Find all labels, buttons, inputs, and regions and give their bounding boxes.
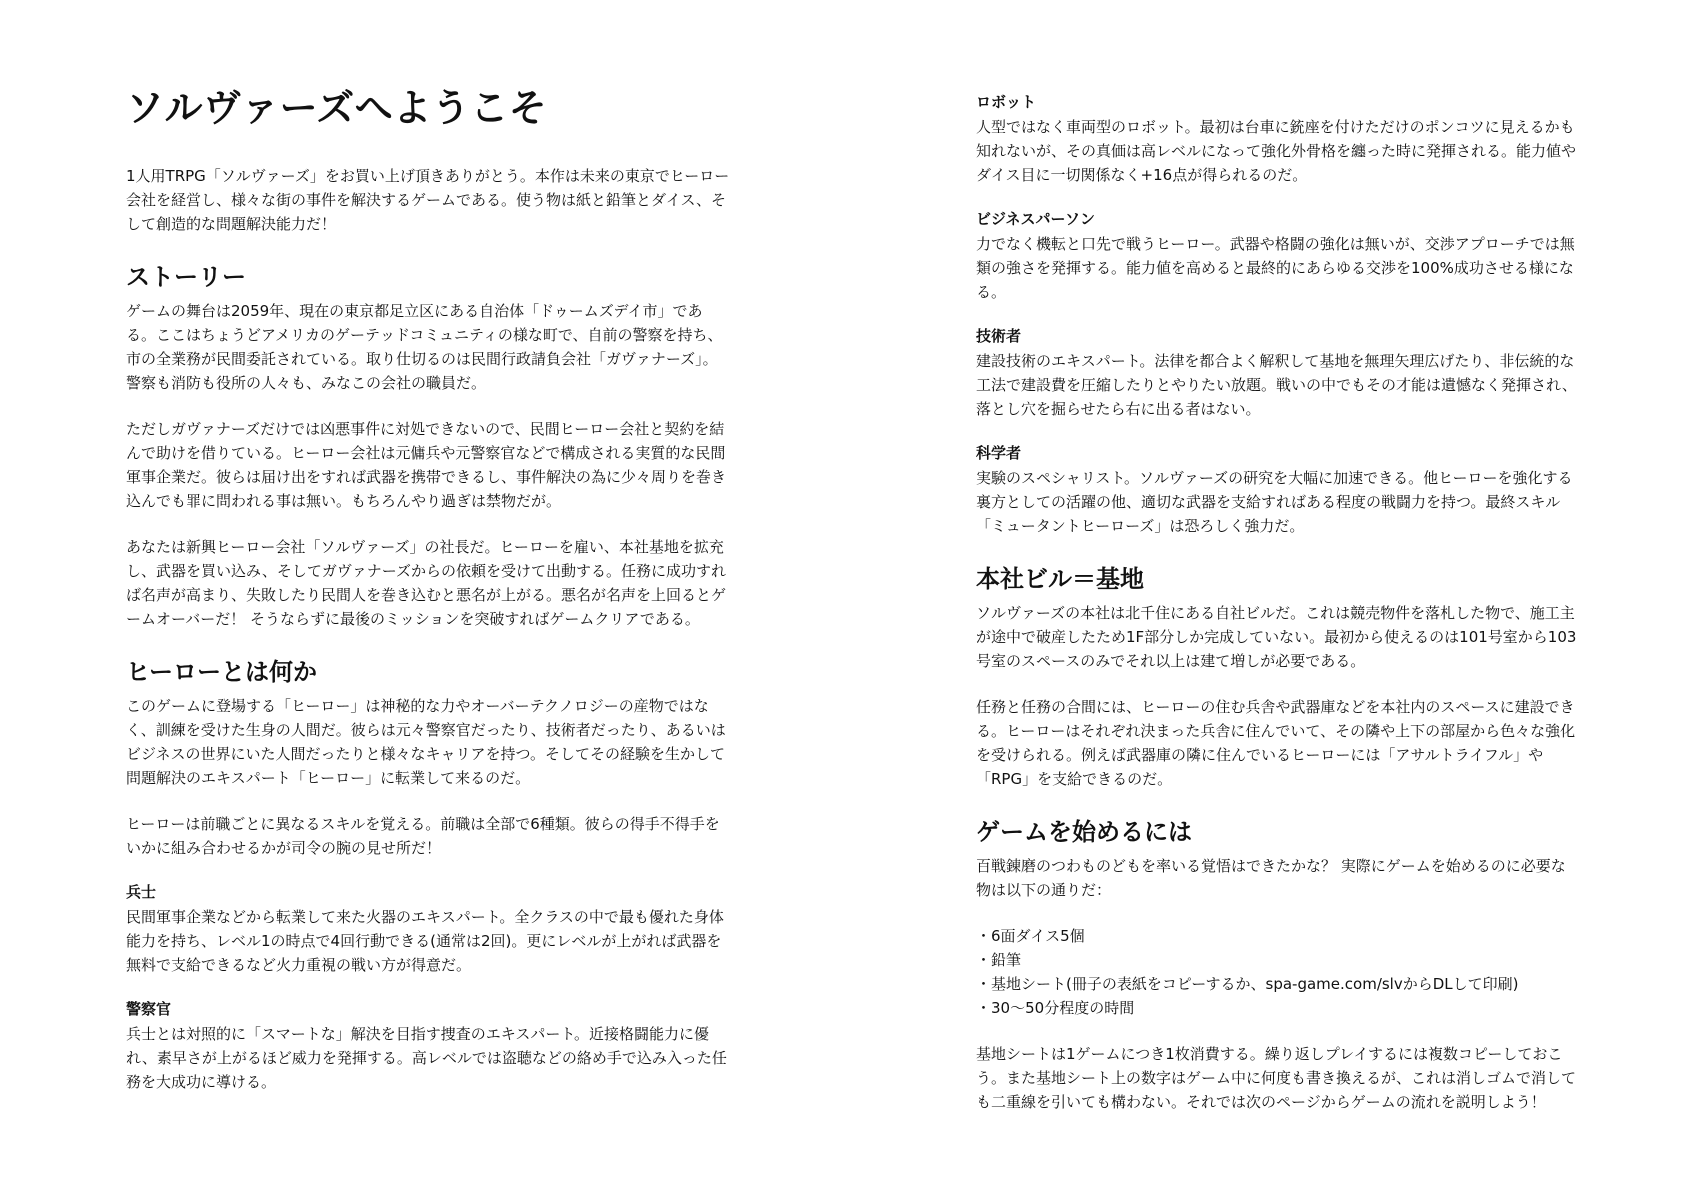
- list-item: ・ 30〜50分程度の時間: [976, 996, 1580, 1020]
- start-paragraph-2: 基地シートは1ゲームにつき1枚消費する。繰り返しプレイするには複数コピーしておこう。また基地シート上の数字はゲーム中に何度も書き換えるが、これは消しゴムで消しても二重線を引いても構わない。それでは次のページからゲームの流れを説明しよう！: [976, 1045, 1577, 1112]
- requirements-list: [976, 924, 1580, 1020]
- intro-paragraph: 1人用TRPG「ソルヴァーズ」をお買い上げ頂きありがとう。本作は未来の東京でヒーロー会社を経営し、様々な街の事件を解決するゲームである。使う物は紙と鉛筆とダイス、そして創造的な問題解決能力だ！: [126, 166, 730, 233]
- base-paragraph-2: 任務と任務の合間には、ヒーローの住む兵舎や武器庫などを本社内のスペースに建設できる。ヒーローはそれぞれ決まった兵舎に住んでいて、その隣や上下の部屋から色々な強化を受けられる。例えば武器庫の隣に住んでいるヒーローには「アサルトライフル」や「RPG」を支給できるのだ。: [976, 698, 1576, 789]
- base-heading: 本社ビル＝基地: [976, 565, 1144, 593]
- class-engineer-text: 建設技術のエキスパート。法律を都合よく解釈して基地を無理矢理広げたり、非伝統的な工法で建設費を圧縮したりとやりたい放題。戦いの中でもその才能は遺憾なく発揮され、落とし穴を掘らせたら右に出る者はない。: [976, 352, 1577, 418]
- page-title: ソルヴァーズへようこそ: [126, 86, 548, 130]
- hero-heading: ヒーローとは何か: [126, 657, 318, 686]
- start-heading: ゲームを始めるには: [976, 818, 1192, 847]
- class-robot-text: 人型ではなく車両型のロボット。最初は台車に銃座を付けただけのポンコツに見えるかも知れないが、その真価は高レベルになって強化外骨格を纏った時に発揮される。能力値やダイス目に一切関係なく+16点が得られるのだ。: [976, 118, 1577, 184]
- class-police-heading: 警察官: [126, 999, 172, 1018]
- left-page: [126, 86, 730, 1094]
- class-scientist-heading: 科学者: [976, 444, 1022, 462]
- story-paragraph-1: ゲームの舞台は2059年、現在の東京都足立区にある自治体「ドゥームズデイ市」である。ここはちょうどアメリカのゲーテッドコミュニティの様な町で、自前の警察を持ち、市の全業務が民間委託されている。取り仕切るのは民間行政請負会社「ガヴァナーズ」。警察も消防も役所の人々も、みなこの会社の職員だ。: [126, 301, 723, 392]
- hero-paragraph-2: ヒーローは前職ごとに異なるスキルを覚える。前職は全部で6種類。彼らの得手不得手をいかに組み合わせるかが司令の腕の見せ所だ！: [126, 814, 720, 857]
- class-business-heading: ビジネスパーソン: [976, 210, 1095, 228]
- class-soldier-heading: 兵士: [126, 882, 157, 901]
- right-page: [976, 92, 1580, 1114]
- list-item: ・ 基地シート(冊子の表紙をコピーするか、spa-game.com/slvからDLして印刷): [976, 972, 1580, 996]
- class-scientist-text: 実験のスペシャリスト。ソルヴァーズの研究を大幅に加速できる。他ヒーローを強化する裏方としての活躍の他、適切な武器を支給すればある程度の戦闘力を持つ。最終スキル「ミュータントヒーローズ」は恐ろしく強力だ。: [976, 469, 1573, 535]
- start-paragraph-1: 百戦錬磨のつわものどもを率いる覚悟はできたかな？ 実際にゲームを始めるのに必要な物は以下の通りだ：: [976, 857, 1566, 900]
- story-paragraph-2: ただしガヴァナーズだけでは凶悪事件に対処できないので、民間ヒーロー会社と契約を結んで助けを借りている。ヒーロー会社は元傭兵や元警察官などで構成される実質的な民間軍事企業だ。彼らは届け出をすれば武器を携帯できるし、事件解決の為に少々周りを巻き込んでも罪に問われる事は無い。もちろんやり過ぎは禁物だが。: [126, 419, 727, 510]
- list-item: ・ 鉛筆: [976, 948, 1580, 972]
- list-item: ・ 6面ダイス5個: [976, 924, 1580, 948]
- hero-paragraph-1: このゲームに登場する「ヒーロー」は神秘的な力やオーバーテクノロジーの産物ではなく、訓練を受けた生身の人間だ。彼らは元々警察官だったり、技術者だったり、あるいはビジネスの世界にいた人間だったりと様々なキャリアを持つ。そしてその経験を生かして問題解決のエキスパート「ヒーロー」に転業して来るのだ。: [126, 696, 726, 787]
- class-robot-heading: ロボット: [976, 93, 1037, 111]
- base-paragraph-1: ソルヴァーズの本社は北千住にある自社ビルだ。これは競売物件を落札した物で、施工主が途中で破産したため1F部分しか完成していない。最初から使えるのは101号室から103号室のスペースのみでそれ以上は建て増しが必要である。: [976, 604, 1577, 671]
- class-police-text: 兵士とは対照的に「スマートな」解決を目指す捜査のエキスパート。近接格闘能力に優れ、素早さが上がるほど威力を発揮する。高レベルでは盗聴などの絡め手で込み入った任務を大成功に導ける。: [126, 1024, 727, 1091]
- class-soldier-text: 民間軍事企業などから転業して来た火器のエキスパート。全クラスの中で最も優れた身体能力を持ち、レベル1の時点で4回行動できる(通常は2回)。更にレベルが上がれば武器を無料で支給できるなど火力重視の戦い方が得意だ。: [126, 907, 724, 974]
- class-business-text: 力でなく機転と口先で戦うヒーロー。武器や格闘の強化は無いが、交渉アプローチでは無類の強さを発揮する。能力値を高めると最終的にあらゆる交渉を100%成功させる様になる。: [976, 235, 1575, 301]
- class-engineer-heading: 技術者: [976, 327, 1022, 345]
- story-heading: ストーリー: [126, 262, 246, 291]
- story-paragraph-3: あなたは新興ヒーロー会社「ソルヴァーズ」の社長だ。ヒーローを雇い、本社基地を拡充し、武器を買い込み、そしてガヴァナーズからの依頼を受けて出動する。任務に成功すれば名声が高まり、失敗したり民間人を巻き込むと悪名が上がる。悪名が名声を上回るとゲームオーバーだ！ そうならずに最後のミッションを突破すればゲームクリアである。: [126, 537, 727, 628]
